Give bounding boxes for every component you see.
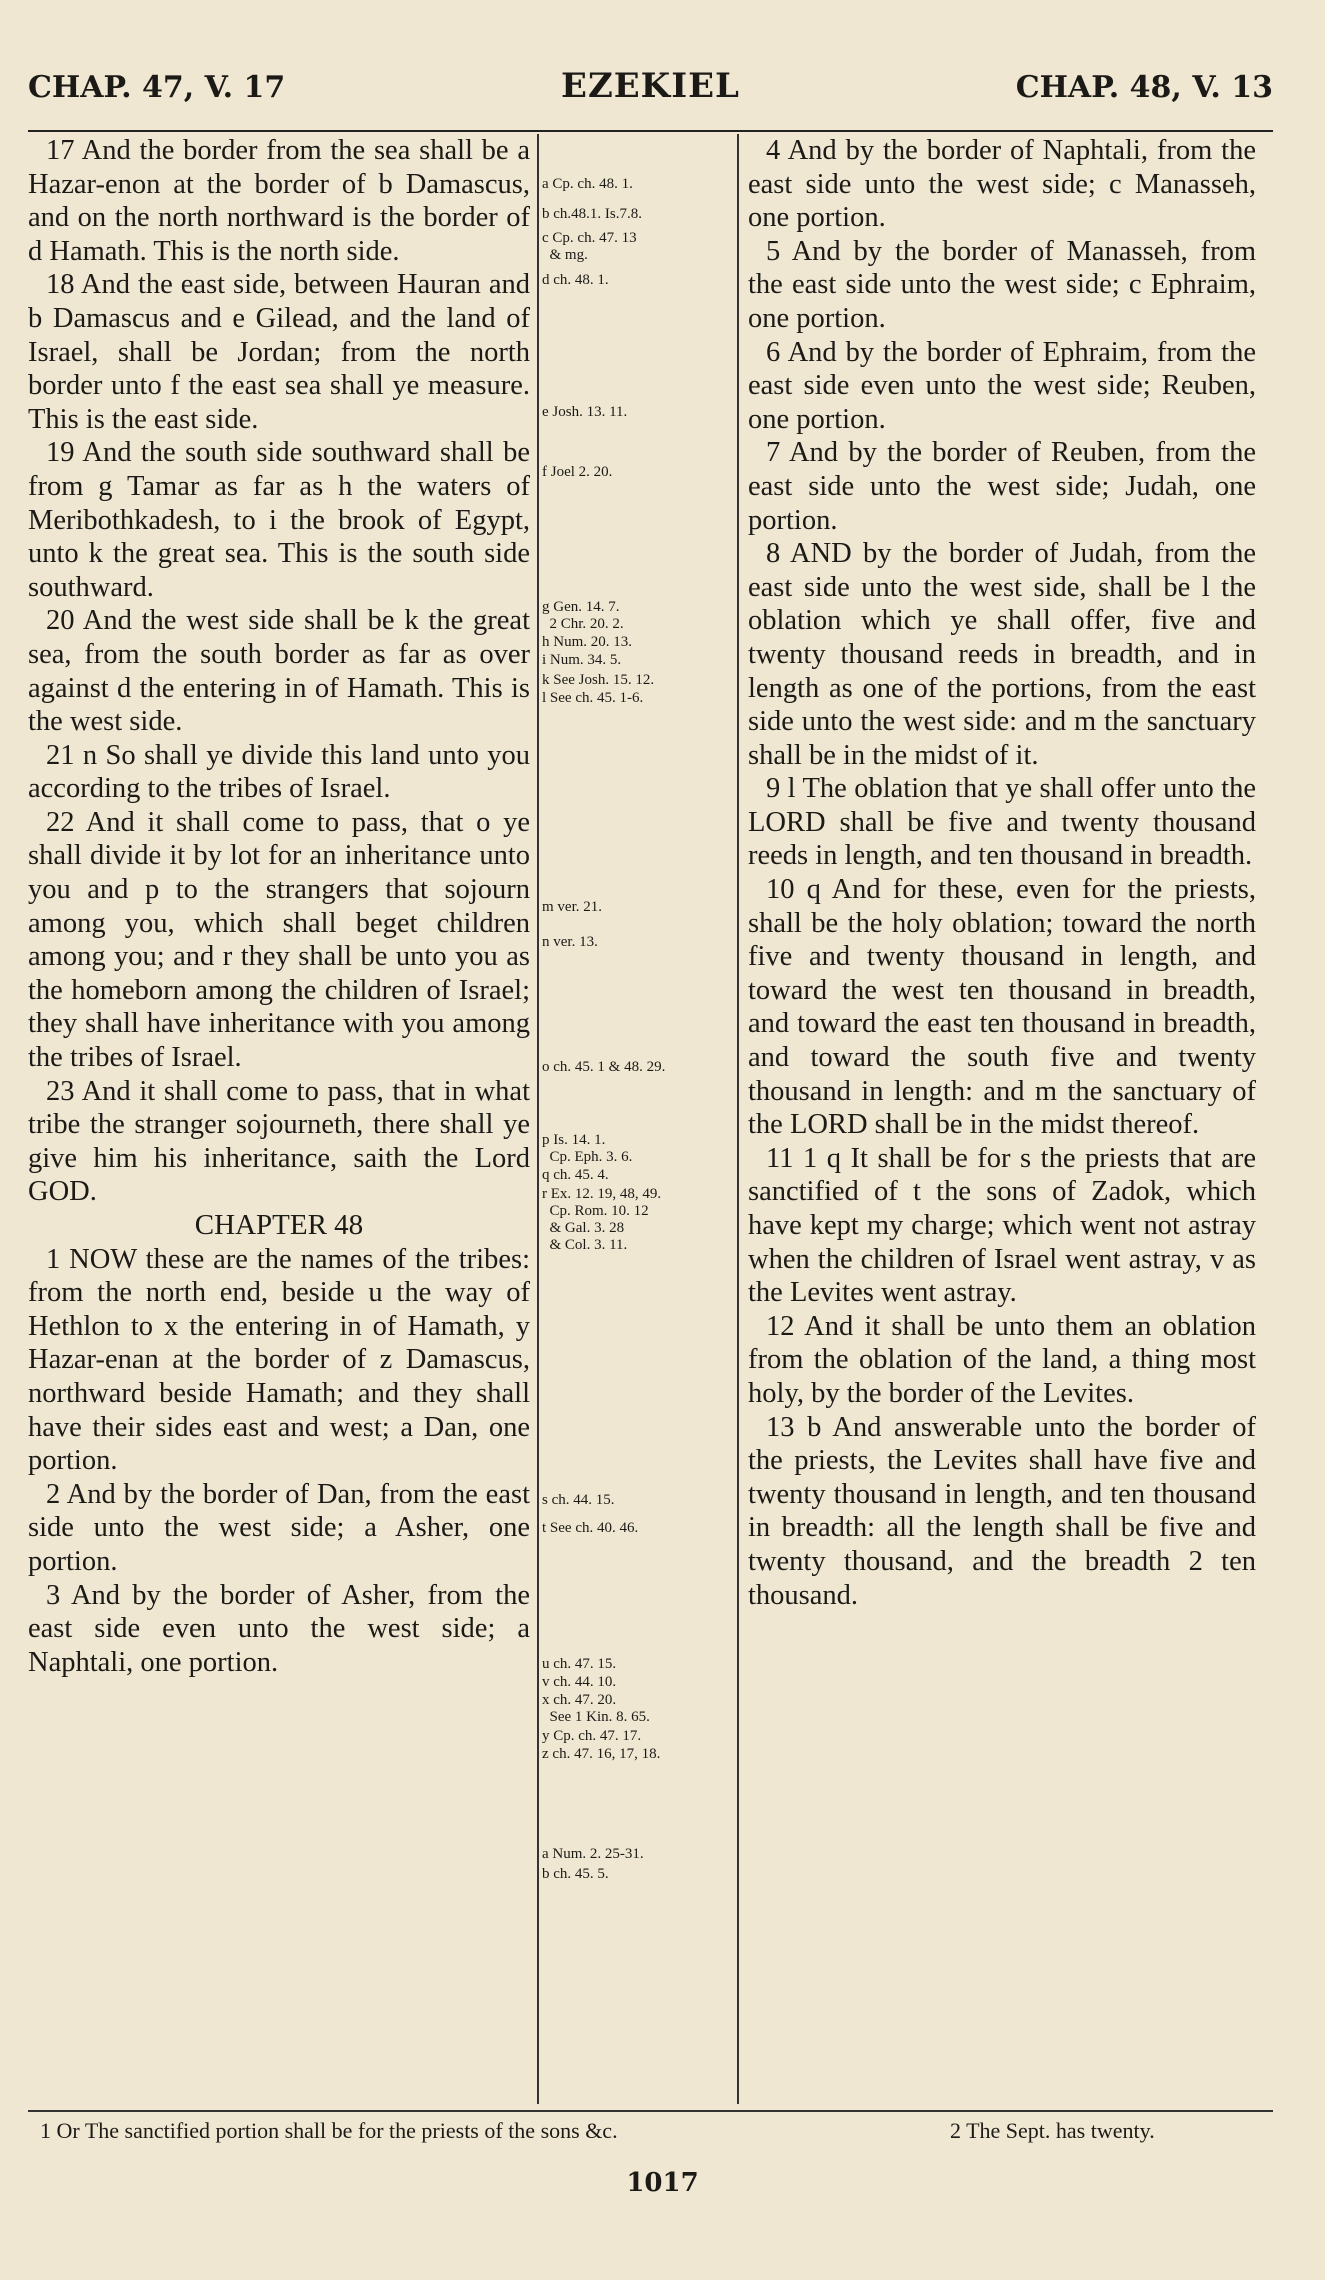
running-header: [28, 62, 1273, 122]
cross-reference: f Joel 2. 20.: [542, 464, 613, 480]
left-column: [28, 134, 530, 1679]
verse: 19 And the south side southward shall be from g Tamar as far as h the waters of Meribothkadesh, to i the brook of Egypt, unto k the great sea. This is the south side southward.: [28, 437, 530, 603]
cross-reference: h Num. 20. 13.: [542, 634, 632, 650]
cross-reference: a Cp. ch. 48. 1.: [542, 176, 633, 192]
verse: 23 And it shall come to pass, that in what tribe the stranger sojourneth, there shall ye give him his inheritance, saith the Lord GOD.: [28, 1075, 530, 1208]
cross-reference: r Ex. 12. 19, 48, 49.: [542, 1186, 662, 1202]
verse: 10 q And for these, even for the priests, shall be the holy oblation; toward the north five and twenty thousand in length, and toward the west ten thousand in breadth, and toward the east ten thousand in breadth, and toward the south five and twenty thousand in length: and m the sanctuary of the LORD shall be in the midst thereof.: [748, 874, 1256, 1141]
cross-reference: Cp. Eph. 3. 6.: [542, 1149, 633, 1165]
cross-reference: n ver. 13.: [542, 934, 598, 950]
chapter-heading: CHAPTER 48: [194, 1209, 364, 1241]
cross-reference: b ch. 45. 5.: [542, 1866, 609, 1882]
page-number: 1017: [626, 2168, 699, 2198]
cross-reference: See 1 Kin. 8. 65.: [542, 1709, 650, 1725]
column-divider-right: [737, 134, 739, 2104]
verse: 6 And by the border of Ephraim, from the east side even unto the west side; Reuben, one portion.: [748, 336, 1256, 435]
cross-reference: p Is. 14. 1.: [542, 1132, 606, 1148]
cross-reference: y Cp. ch. 47. 17.: [542, 1728, 642, 1744]
cross-reference: z ch. 47. 16, 17, 18.: [542, 1746, 661, 1762]
header-rule: [28, 130, 1273, 132]
footnote-rule: [28, 2110, 1273, 2112]
cross-reference: i Num. 34. 5.: [542, 652, 622, 668]
verse: 8 AND by the border of Judah, from the east side unto the west side, shall be l the oblation which ye shall offer, five and twenty thousand reeds in breadth, and in length as one of the portions, from the east side unto the west side: and m the sanctuary shall be in the midst of it.: [748, 538, 1256, 771]
verse: 21 n So shall ye divide this land unto you according to the tribes of Israel.: [28, 739, 530, 805]
cross-reference: & Col. 3. 11.: [542, 1237, 628, 1253]
verse: 17 And the border from the sea shall be a Hazar-enon at the border of b Damascus, and on the north northward is the border of d Hamath. This is the north side.: [28, 135, 530, 267]
header-book-title: EZEKIEL: [561, 66, 740, 106]
cross-reference: t See ch. 40. 46.: [542, 1520, 639, 1536]
cross-reference: 2 Chr. 20. 2.: [542, 616, 624, 632]
cross-reference: & Gal. 3. 28: [542, 1220, 625, 1236]
footnote-2: 2 The Sept. has twenty.: [950, 2118, 1155, 2143]
header-right: CHAP. 48, V. 13: [1015, 70, 1273, 105]
cross-reference: a Num. 2. 25-31.: [542, 1846, 644, 1862]
right-column: [748, 134, 1256, 1612]
verse: 22 And it shall come to pass, that o ye shall divide it by lot for an inheritance unto you and p to the strangers that sojourn among you, which shall beget children among you; and r they shall be unto you as the homeborn among the children of Israel; they shall have inheritance with you among the tribes of Israel.: [28, 806, 530, 1074]
verse: 1 NOW these are the names of the tribes: from the north end, beside u the way of Hethlon to x the entering in of Hamath, y Hazar-enan at the border of z Damascus, northward beside Hamath; and they shall have their sides east and west; a Dan, one portion.: [28, 1243, 530, 1477]
verse: 20 And the west side shall be k the great sea, from the south border as far as over against d the entering in of Hamath. This is the west side.: [28, 605, 530, 738]
cross-reference: m ver. 21.: [542, 899, 602, 915]
verse: 4 And by the border of Naphtali, from the east side unto the west side; c Manasseh, one portion.: [748, 135, 1256, 234]
verse: 2 And by the border of Dan, from the east side unto the west side; a Asher, one portion.: [28, 1478, 530, 1577]
cross-reference: d ch. 48. 1.: [542, 272, 609, 288]
cross-reference: Cp. Rom. 10. 12: [542, 1203, 649, 1219]
verse: 7 And by the border of Reuben, from the east side unto the west side; Judah, one portion.: [748, 437, 1256, 536]
cross-reference: g Gen. 14. 7.: [542, 599, 620, 615]
cross-reference: u ch. 47. 15.: [542, 1656, 617, 1672]
verse: 18 And the east side, between Hauran and b Damascus and e Gilead, and the land of Israel, shall be Jordan; from the north border unto f the east sea shall ye measure. This is the east side.: [28, 269, 530, 435]
header-left: CHAP. 47, V. 17: [28, 70, 286, 105]
verse: 13 b And answerable unto the border of the priests, the Levites shall have five and twenty thousand in length, and ten thousand in breadth: all the length shall be five and twenty thousand, and the breadth 2 ten thousand.: [748, 1411, 1256, 1611]
cross-reference: & mg.: [542, 247, 588, 263]
cross-reference: o ch. 45. 1 & 48. 29.: [542, 1059, 666, 1075]
cross-reference: q ch. 45. 4.: [542, 1167, 609, 1183]
cross-reference: k See Josh. 15. 12.: [542, 672, 655, 688]
verse: 9 l The oblation that ye shall offer unto the LORD shall be five and twenty thousand reeds in length, and ten thousand in breadth.: [748, 773, 1256, 872]
cross-reference: l See ch. 45. 1-6.: [542, 690, 644, 706]
verse: 5 And by the border of Manasseh, from the east side unto the west side; c Ephraim, one portion.: [748, 235, 1256, 334]
cross-reference: v ch. 44. 10.: [542, 1674, 617, 1690]
cross-reference: s ch. 44. 15.: [542, 1492, 615, 1508]
column-divider-left: [537, 134, 539, 2104]
verse: 11 1 q It shall be for s the priests that are sanctified of t the sons of Zadok, which have kept my charge; which went not astray when the children of Israel went astray, v as the Levites went astray.: [748, 1142, 1256, 1309]
cross-reference: x ch. 47. 20.: [542, 1692, 617, 1708]
verse: 12 And it shall be unto them an oblation from the oblation of the land, a thing most holy, by the border of the Levites.: [748, 1310, 1256, 1409]
cross-reference: e Josh. 13. 11.: [542, 404, 628, 420]
cross-reference: b ch.48.1. Is.7.8.: [542, 206, 642, 222]
footnote-1: 1 Or The sanctified portion shall be for the priests of the sons &c.: [40, 2118, 618, 2143]
verse: 3 And by the border of Asher, from the east side even unto the west side; a Naphtali, one portion.: [28, 1579, 530, 1678]
cross-reference: c Cp. ch. 47. 13: [542, 230, 637, 246]
